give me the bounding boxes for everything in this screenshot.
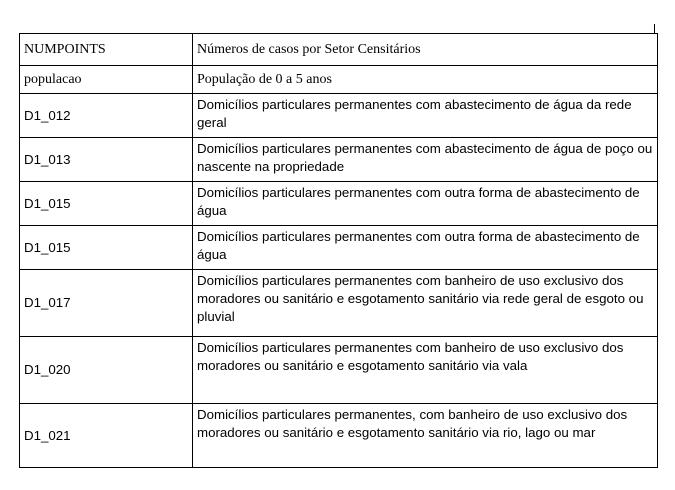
variable-description: Domicílios particulares permanentes com banheiro de uso exclusivo dos moradores ou sanitário e esgotamento sanitário via rede geral de esgoto ou pluvial <box>193 270 658 337</box>
variable-description: Domicílios particulares permanentes com abastecimento de água da rede geral <box>193 94 658 138</box>
variable-code: populacao <box>20 66 193 94</box>
table-row <box>20 66 658 94</box>
variable-code: D1_015 <box>20 226 193 270</box>
variable-description: Domicílios particulares permanentes com outra forma de abastecimento de água <box>193 226 658 270</box>
table-row <box>20 34 658 66</box>
table-row <box>20 94 658 138</box>
variable-code: D1_015 <box>20 182 193 226</box>
table-row <box>20 182 658 226</box>
variable-code: NUMPOINTS <box>20 34 193 66</box>
variable-description: Domicílios particulares permanentes com abastecimento de água de poço ou nascente na propriedade <box>193 138 658 182</box>
variables-table <box>19 33 658 468</box>
variable-code: D1_012 <box>20 94 193 138</box>
variable-code: D1_013 <box>20 138 193 182</box>
variable-code: D1_017 <box>20 270 193 337</box>
variable-code: D1_020 <box>20 337 193 404</box>
variable-code: D1_021 <box>20 404 193 468</box>
variable-description: Números de casos por Setor Censitários <box>193 34 658 66</box>
table-row <box>20 337 658 404</box>
variable-description: Domicílios particulares permanentes, com banheiro de uso exclusivo dos moradores ou sanitário e esgotamento sanitário via rio, lago ou mar <box>193 404 658 468</box>
variable-description: População de 0 a 5 anos <box>193 66 658 94</box>
table-row <box>20 404 658 468</box>
table-row <box>20 270 658 337</box>
table-row <box>20 138 658 182</box>
variable-description: Domicílios particulares permanentes com outra forma de abastecimento de água <box>193 182 658 226</box>
variable-description: Domicílios particulares permanentes com banheiro de uso exclusivo dos moradores ou sanitário e esgotamento sanitário via vala <box>193 337 658 404</box>
table-row <box>20 226 658 270</box>
